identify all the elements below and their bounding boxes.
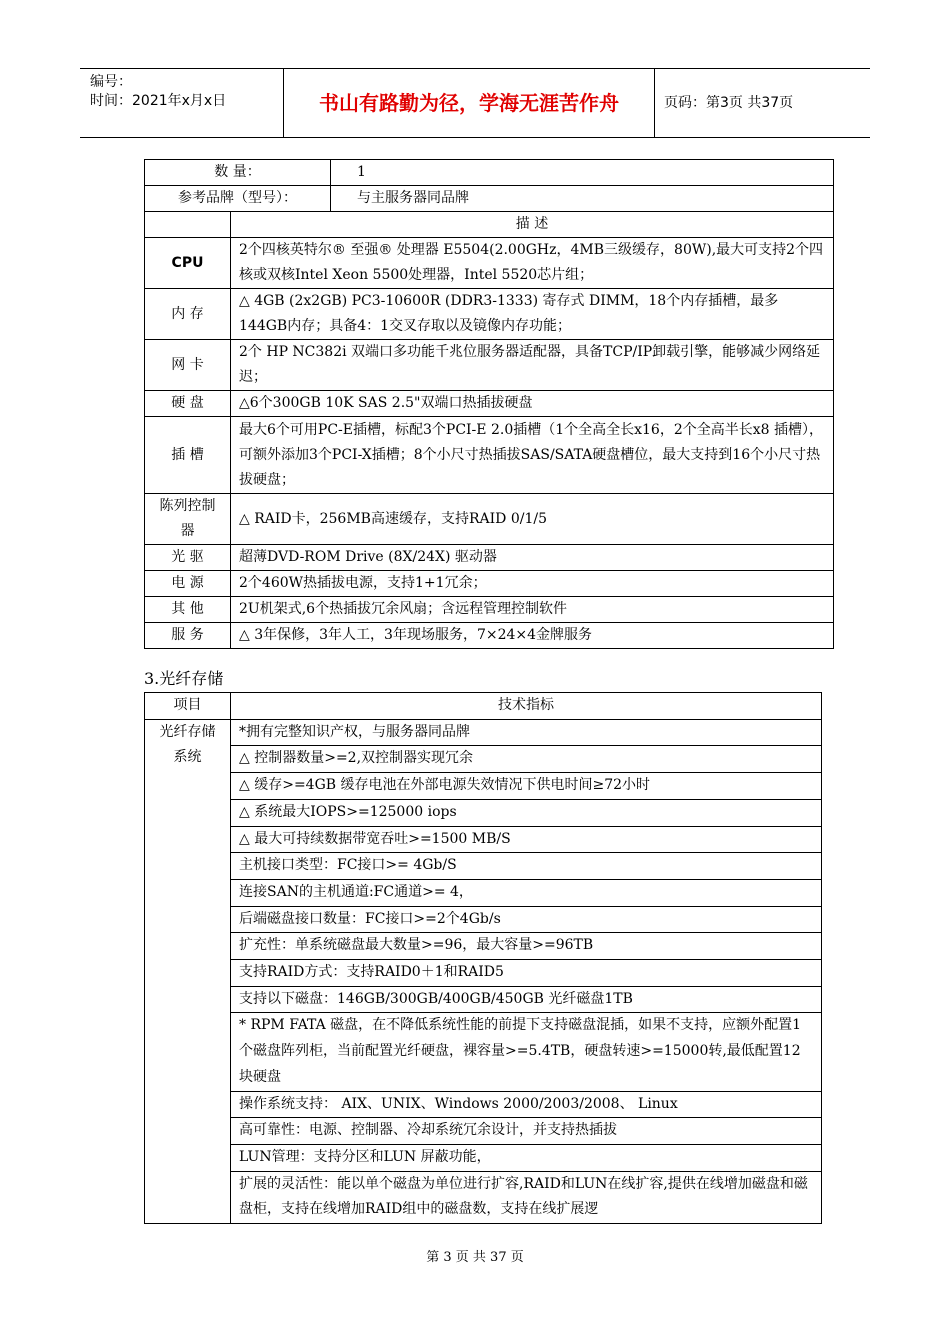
storage-spec-item: 连接SAN的主机通道:FC通道>= 4， [231, 879, 822, 906]
storage-spec-item: *拥有完整知识产权，与服务器同品牌 [231, 719, 822, 746]
spec-row-value: 超薄DVD-ROM Drive (8X/24X) 驱动器 [231, 545, 834, 571]
header-page-number: 页码：第3页 共37页 [664, 95, 794, 111]
col-header-spec: 技术指标 [231, 693, 822, 720]
col-header-item: 项目 [145, 693, 231, 720]
spec-row-value: 2U机架式,6个热插拔冗余风扇；含远程管理控制软件 [231, 597, 834, 623]
spec-row-value: △ 4GB (2x2GB) PC3-10600R (DDR3-1333) 寄存式 DIMM，18个内存插槽，最多144GB内存；具备4：1交叉存取以及镜像内存功能； [231, 289, 834, 340]
storage-spec-item: LUN管理：支持分区和LUN 屏蔽功能， [231, 1144, 822, 1171]
spec-row-label: 内 存 [145, 289, 231, 340]
page-header [80, 68, 870, 138]
brand-value: 与主服务器同品牌 [331, 186, 834, 212]
desc-header-blank [145, 212, 231, 238]
storage-spec-item: △ 缓存>=4GB 缓存电池在外部电源失效情况下供电时间≥72小时 [231, 773, 822, 800]
spec-row-label: 网 卡 [145, 340, 231, 391]
storage-spec-item: 操作系统支持： AIX、UNIX、Windows 2000/2003/2008、 Linux [231, 1091, 822, 1118]
storage-spec-item: * RPM FATA 磁盘，在不降低系统性能的前提下支持磁盘混插，如果不支持，应额外配置1个磁盘阵列柜，当前配置光纤硬盘，裸容量>=5.4TB，硬盘转速>=15000转,最低配置12块硬盘 [231, 1013, 822, 1091]
spec-row-value: 2个460W热插拔电源，支持1+1冗余； [231, 571, 834, 597]
spec-row-label: 服 务 [145, 623, 231, 649]
storage-spec-item: △ 控制器数量>=2,双控制器实现冗余 [231, 746, 822, 773]
spec-row-value: 2个四核英特尔® 至强® 处理器 E5504(2.00GHz，4MB三级缓存，80W),最大可支持2个四核或双核Intel Xeon 5500处理器，Intel 5520芯片组； [231, 238, 834, 289]
storage-spec-item: 扩展的灵活性：能以单个磁盘为单位进行扩容,RAID和LUN在线扩容,提供在线增加磁盘和磁盘柜，支持在线增加RAID组中的磁盘数，支持在线扩展逻 [231, 1171, 822, 1223]
header-divider [654, 69, 655, 137]
spec-row-label: 插 槽 [145, 417, 231, 494]
storage-spec-item: 高可靠性：电源、控制器、冷却系统冗余设计，并支持热插拔 [231, 1118, 822, 1145]
spec-row-label: 电 源 [145, 571, 231, 597]
section-title: 3.光纤存储 [144, 669, 224, 688]
spec-row-label: 陈列控制器 [145, 494, 231, 545]
spec-row-value: △ RAID卡，256MB高速缓存，支持RAID 0/1/5 [231, 494, 834, 545]
spec-row-label: 其 他 [145, 597, 231, 623]
storage-spec-item: 主机接口类型：FC接口>= 4Gb/S [231, 853, 822, 880]
spec-row-label: 硬 盘 [145, 391, 231, 417]
time-label: 时间：2021年x月x日 [90, 93, 227, 109]
server-spec-table [144, 159, 834, 649]
header-motto: 书山有路勤为径，学海无涯苦作舟 [319, 91, 619, 115]
storage-item-name: 光纤存储系统 [145, 719, 231, 1223]
storage-spec-item: 后端磁盘接口数量：FC接口>=2个4Gb/s [231, 906, 822, 933]
storage-spec-item: 扩充性：单系统磁盘最大数量>=96，最大容量>=96TB [231, 933, 822, 960]
storage-spec-item: △ 系统最大IOPS>=125000 iops [231, 799, 822, 826]
storage-spec-item: 支持以下磁盘：146GB/300GB/400GB/450GB 光纤磁盘1TB [231, 986, 822, 1013]
storage-spec-item: △ 最大可持续数据带宽吞吐>=1500 MB/S [231, 826, 822, 853]
page-footer: 第 3 页 共 37 页 [426, 1250, 524, 1265]
spec-row-value: 2个 HP NC382i 双端口多功能千兆位服务器适配器，具备TCP/IP卸载引擎，能够减少网络延迟； [231, 340, 834, 391]
desc-header: 描 述 [231, 212, 834, 238]
spec-row-value: △6个300GB 10K SAS 2.5"双端口热插拔硬盘 [231, 391, 834, 417]
quantity-label: 数 量： [145, 160, 331, 186]
number-label: 编号： [90, 74, 132, 90]
quantity-value: 1 [331, 160, 834, 186]
spec-row-value: 最大6个可用PC-E插槽，标配3个PCI-E 2.0插槽（1个全高全长x16，2个全高半长x8 插槽），可额外添加3个PCI-X插槽；8个小尺寸热插拔SAS/SATA硬盘槽位，最大支持到16个小尺寸热拔硬盘； [231, 417, 834, 494]
spec-row-label: 光 驱 [145, 545, 231, 571]
storage-spec-table [144, 692, 822, 1224]
spec-row-value: △ 3年保修，3年人工，3年现场服务，7×24×4金牌服务 [231, 623, 834, 649]
storage-spec-item: 支持RAID方式：支持RAID0＋1和RAID5 [231, 960, 822, 987]
spec-row-label: CPU [145, 238, 231, 289]
brand-label: 参考品牌（型号）： [145, 186, 331, 212]
header-meta [90, 73, 226, 111]
